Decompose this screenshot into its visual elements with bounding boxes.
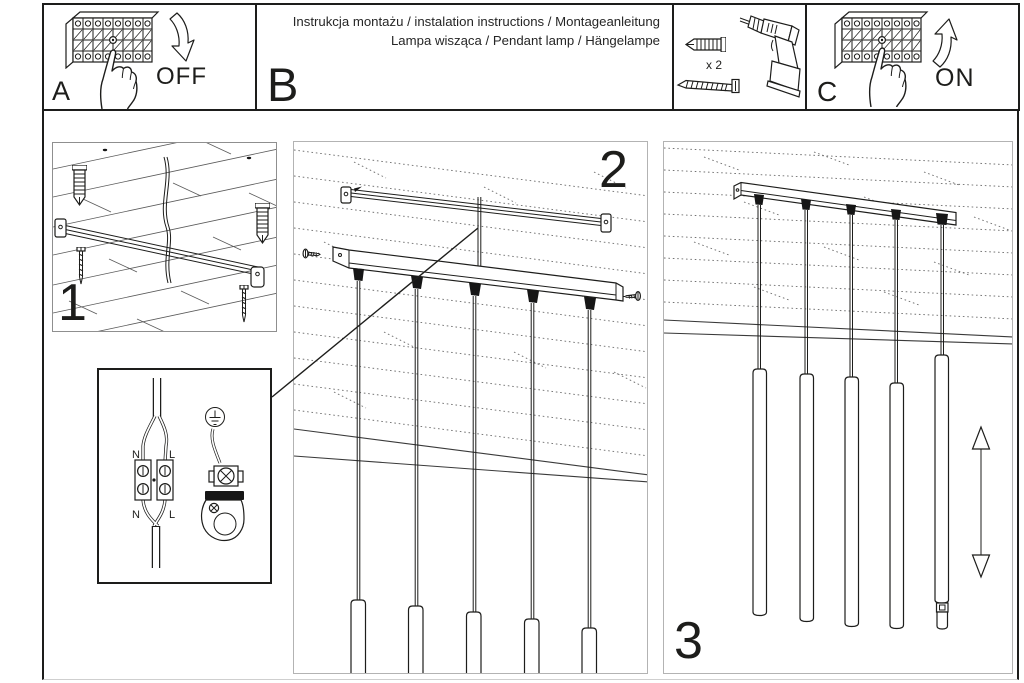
pendant-tubes xyxy=(351,600,597,673)
tools-illustration xyxy=(674,5,805,109)
split-wires-bottom xyxy=(143,500,165,568)
panel-tools xyxy=(672,3,807,111)
pendant-cords xyxy=(758,205,944,383)
wire-label-l-top: L xyxy=(168,449,176,461)
breaker-on-illustration xyxy=(807,5,1018,109)
step1-panel xyxy=(52,142,277,332)
height-adjust-arrow-icon xyxy=(973,427,990,577)
title-line-1: Instrukcja montażu / instalation instructions / Montageanleitung xyxy=(292,14,660,29)
step3-illustration xyxy=(664,142,1012,673)
canopy-bar xyxy=(734,183,956,226)
pendant-tubes xyxy=(753,355,949,629)
ceiling-planks xyxy=(664,148,1012,344)
document-title xyxy=(293,12,660,50)
pendant-cords xyxy=(357,281,591,628)
on-label: ON xyxy=(935,64,975,92)
title-line-2: Lampa wisząca / Pendant lamp / Hängelampe xyxy=(390,33,660,48)
panel-breaker-off xyxy=(42,3,257,111)
panel-c-label: C xyxy=(817,76,838,107)
wire-label-l-bottom: L xyxy=(168,509,176,521)
drill-hole-mark xyxy=(103,149,107,151)
drill-icon xyxy=(740,16,800,97)
bulb-socket xyxy=(937,603,949,629)
panel-a-label: A xyxy=(52,76,71,106)
step2-panel xyxy=(293,141,648,674)
power-wire xyxy=(478,197,481,266)
screw-icon xyxy=(240,285,248,322)
screw-icon xyxy=(678,80,739,93)
earth-wire xyxy=(212,429,220,463)
earth-clamp xyxy=(209,466,243,486)
wire-label-n-top: N xyxy=(132,449,140,461)
strain-relief xyxy=(202,491,244,541)
wall-plug-icon xyxy=(255,203,270,243)
step2-number: 2 xyxy=(599,141,628,199)
split-wires-top xyxy=(143,416,167,462)
breaker-off-illustration xyxy=(44,5,255,109)
power-wire xyxy=(163,157,171,283)
quantity-label: x 2 xyxy=(706,58,723,72)
terminal-block xyxy=(135,460,173,500)
earth-ground-icon xyxy=(206,408,225,427)
wiring-inset xyxy=(97,368,272,584)
step3-number: 3 xyxy=(674,612,703,670)
arrow-up-icon xyxy=(933,19,957,67)
panel-breaker-on xyxy=(805,3,1020,111)
title-panel xyxy=(255,3,674,111)
drill-hole-mark xyxy=(247,157,251,159)
panel-b-label: B xyxy=(267,58,299,111)
wire-label-n-bottom: N xyxy=(132,509,140,521)
off-label: OFF xyxy=(156,63,207,90)
step2-illustration xyxy=(294,142,647,673)
mounting-rail xyxy=(341,187,611,233)
wall-plug-icon xyxy=(686,37,726,52)
arrow-down-icon xyxy=(170,13,194,61)
wall-plug-icon xyxy=(72,165,87,205)
screw-icon xyxy=(624,292,641,301)
step3-panel xyxy=(663,141,1013,674)
step1-number: 1 xyxy=(58,274,87,332)
wiring-diagram xyxy=(99,370,270,582)
